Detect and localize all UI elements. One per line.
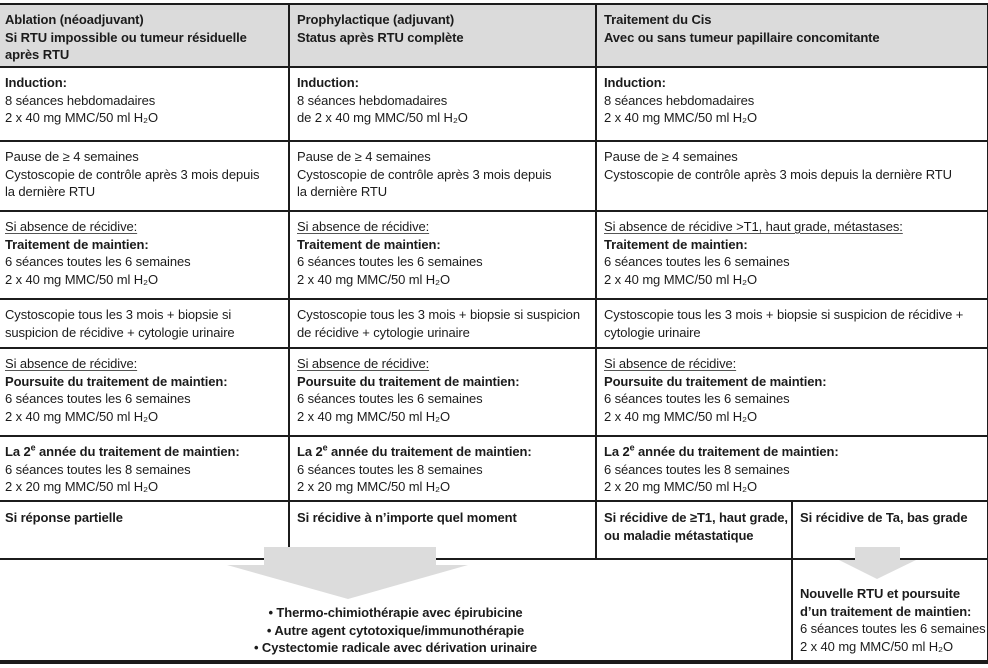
cystoscopie-line: de récidive + cytologie urinaire (297, 324, 470, 340)
mmc-protocol-table (0, 3, 988, 660)
outcome-options-list (0, 560, 791, 657)
header-line: Prophylactique (adjuvant) (297, 12, 455, 27)
poursuite-title: Poursuite du traitement de maintien: (5, 373, 228, 389)
induction-cell-col3 (597, 68, 988, 140)
pause-line: la dernière RTU (5, 184, 96, 199)
header-line: Status après RTU complète (297, 29, 464, 45)
branch-label: ou maladie métastatique (604, 527, 754, 543)
cystoscopie-line: Cystoscopie tous les 3 mois + biopsie si suspicion de récidive + (604, 307, 964, 322)
superscript-e: e (629, 442, 635, 453)
pause-line: Cystoscopie de contrôle après 3 mois depuis la dernière RTU (604, 166, 952, 182)
branch-label: Si récidive de ≥T1, haut grade, (604, 510, 788, 525)
induction-line: 8 séances hebdomadaires (604, 92, 755, 108)
deuxieme-annee-line: 6 séances toutes les 8 semaines (297, 461, 483, 477)
superscript-e: e (322, 442, 328, 453)
poursuite-line: 6 séances toutes les 6 semaines (604, 391, 790, 406)
nouvelle-rtu-line: 2 x 40 mg MMC/50 ml H₂O (800, 638, 954, 654)
cystoscopie-line: Cystoscopie tous les 3 mois + biopsie si suspicion (297, 307, 580, 322)
cystoscopie-line: cytologie urinaire (604, 324, 701, 340)
branch-cell-recidive-t1 (597, 502, 793, 558)
maintien-title: Traitement de maintien: (5, 236, 149, 252)
branch-row (0, 502, 988, 560)
deuxieme-annee-line: 6 séances toutes les 8 semaines (5, 461, 191, 477)
title-prefix: La 2 (604, 444, 630, 459)
header-cell-prophylactique (290, 5, 597, 66)
branch-label: Si réponse partielle (5, 510, 123, 525)
maintien-line: 2 x 40 mg MMC/50 ml H₂O (297, 271, 451, 287)
title-suffix: année du traitement de maintien: (327, 444, 532, 459)
superscript-e: e (30, 442, 36, 453)
deuxieme-annee-line: 6 séances toutes les 8 semaines (604, 461, 790, 477)
poursuite-line: 2 x 40 mg MMC/50 ml H₂O (297, 408, 451, 424)
condition-line: Si absence de récidive: (5, 219, 138, 234)
branch-cell-reponse-partielle (0, 502, 290, 558)
outcome-zone (0, 560, 793, 660)
title-suffix: année du traitement de maintien: (634, 444, 839, 459)
title-prefix: La 2 (297, 444, 323, 459)
pause-line: Cystoscopie de contrôle après 3 mois depuis (297, 166, 552, 182)
poursuite-row (0, 349, 988, 437)
maintien-line: 2 x 40 mg MMC/50 ml H₂O (5, 271, 159, 287)
poursuite-cell-col1 (0, 349, 290, 435)
maintien-line: 6 séances toutes les 6 semaines (297, 254, 483, 269)
header-row (0, 5, 988, 68)
pause-row (0, 142, 988, 212)
pause-line: Pause de ≥ 4 semaines (604, 149, 738, 164)
poursuite-line: 2 x 40 mg MMC/50 ml H₂O (604, 408, 758, 424)
nouvelle-rtu-title: d’un traitement de maintien: (800, 603, 972, 619)
maintien-line: 2 x 40 mg MMC/50 ml H₂O (604, 271, 758, 287)
deuxieme-annee-cell-col2 (290, 437, 597, 500)
nouvelle-rtu-line: 6 séances toutes les 6 semaines (800, 621, 986, 636)
deuxieme-annee-line: 2 x 20 mg MMC/50 ml H₂O (5, 479, 159, 494)
pause-line: Pause de ≥ 4 semaines (297, 149, 431, 164)
maintien-title: Traitement de maintien: (604, 236, 748, 252)
cystoscopie-line: Cystoscopie tous les 3 mois + biopsie si (5, 307, 232, 322)
deuxieme-annee-title (604, 443, 985, 461)
cystoscopie-row (0, 300, 988, 349)
outcome-option: • Thermo-chimiothérapie avec épirubicine (268, 605, 523, 620)
induction-line: 8 séances hebdomadaires (5, 92, 156, 108)
deuxieme-annee-title (297, 443, 593, 461)
pause-cell-col1 (0, 142, 290, 210)
header-line: Si RTU impossible ou tumeur résiduelle (5, 29, 247, 45)
maintien-title: Traitement de maintien: (297, 236, 441, 252)
induction-title: Induction: (5, 75, 67, 90)
cystoscopie-cell-col1 (0, 300, 290, 347)
maintien-line: 6 séances toutes les 6 semaines (5, 254, 191, 269)
pause-line: la dernière RTU (297, 184, 388, 199)
maintien-row (0, 212, 988, 300)
maintien-cell-col3 (597, 212, 988, 298)
poursuite-cell-col3 (597, 349, 988, 435)
header-cell-ablation (0, 5, 290, 66)
header-line: Traitement du Cis (604, 12, 712, 27)
condition-line: Si absence de récidive: (297, 219, 430, 234)
poursuite-line: 6 séances toutes les 6 semaines (5, 391, 191, 406)
header-line: après RTU (5, 47, 70, 62)
poursuite-line: 6 séances toutes les 6 semaines (297, 391, 483, 406)
induction-line: 8 séances hebdomadaires (297, 92, 448, 108)
maintien-line: 6 séances toutes les 6 semaines (604, 254, 790, 269)
branch-label: Si récidive de Ta, bas grade (800, 510, 968, 525)
bottom-border (0, 660, 988, 664)
induction-row (0, 68, 988, 142)
induction-title: Induction: (604, 75, 666, 90)
maintien-cell-col2 (290, 212, 597, 298)
poursuite-line: 2 x 40 mg MMC/50 ml H₂O (5, 408, 159, 424)
induction-cell-col1 (0, 68, 290, 140)
cystoscopie-cell-col2 (290, 300, 597, 347)
deuxieme-annee-title (5, 443, 286, 461)
deuxieme-annee-cell-col3 (597, 437, 988, 500)
nouvelle-rtu-title: Nouvelle RTU et poursuite (800, 586, 961, 601)
header-line: Ablation (néoadjuvant) (5, 12, 144, 27)
pause-cell-col2 (290, 142, 597, 210)
outcome-row (0, 560, 988, 660)
condition-line: Si absence de récidive: (5, 356, 138, 371)
condition-line: Si absence de récidive: (604, 356, 737, 371)
cystoscopie-line: suspicion de récidive + cytologie urinaire (5, 324, 235, 340)
deuxieme-annee-line: 2 x 20 mg MMC/50 ml H₂O (297, 479, 451, 494)
induction-line: 2 x 40 mg MMC/50 ml H₂O (604, 110, 758, 125)
induction-line: de 2 x 40 mg MMC/50 ml H₂O (297, 110, 468, 125)
header-cell-traitement-cis (597, 5, 988, 66)
pause-line: Pause de ≥ 4 semaines (5, 149, 139, 164)
induction-line: 2 x 40 mg MMC/50 ml H₂O (5, 110, 159, 125)
condition-line: Si absence de récidive >T1, haut grade, métastases: (604, 219, 903, 234)
deuxieme-annee-line: 2 x 20 mg MMC/50 ml H₂O (604, 479, 758, 494)
deuxieme-annee-row (0, 437, 988, 502)
poursuite-cell-col2 (290, 349, 597, 435)
condition-line: Si absence de récidive: (297, 356, 430, 371)
pause-line: Cystoscopie de contrôle après 3 mois depuis (5, 166, 260, 182)
cystoscopie-cell-col3 (597, 300, 988, 347)
outcome-option: • Cystectomie radicale avec dérivation urinaire (253, 640, 538, 655)
poursuite-title: Poursuite du traitement de maintien: (604, 373, 827, 389)
header-line: Avec ou sans tumeur papillaire concomitante (604, 29, 880, 45)
title-prefix: La 2 (5, 444, 31, 459)
outcome-option: • Autre agent cytotoxique/immunothérapie (266, 622, 525, 638)
nouvelle-rtu-cell (793, 560, 988, 660)
branch-label: Si récidive à n’importe quel moment (297, 510, 517, 525)
induction-cell-col2 (290, 68, 597, 140)
poursuite-title: Poursuite du traitement de maintien: (297, 373, 520, 389)
pause-cell-col3 (597, 142, 988, 210)
induction-title: Induction: (297, 75, 359, 90)
branch-cell-recidive-ta (793, 502, 988, 558)
deuxieme-annee-cell-col1 (0, 437, 290, 500)
branch-cell-recidive-moment (290, 502, 597, 558)
maintien-cell-col1 (0, 212, 290, 298)
title-suffix: année du traitement de maintien: (35, 444, 240, 459)
